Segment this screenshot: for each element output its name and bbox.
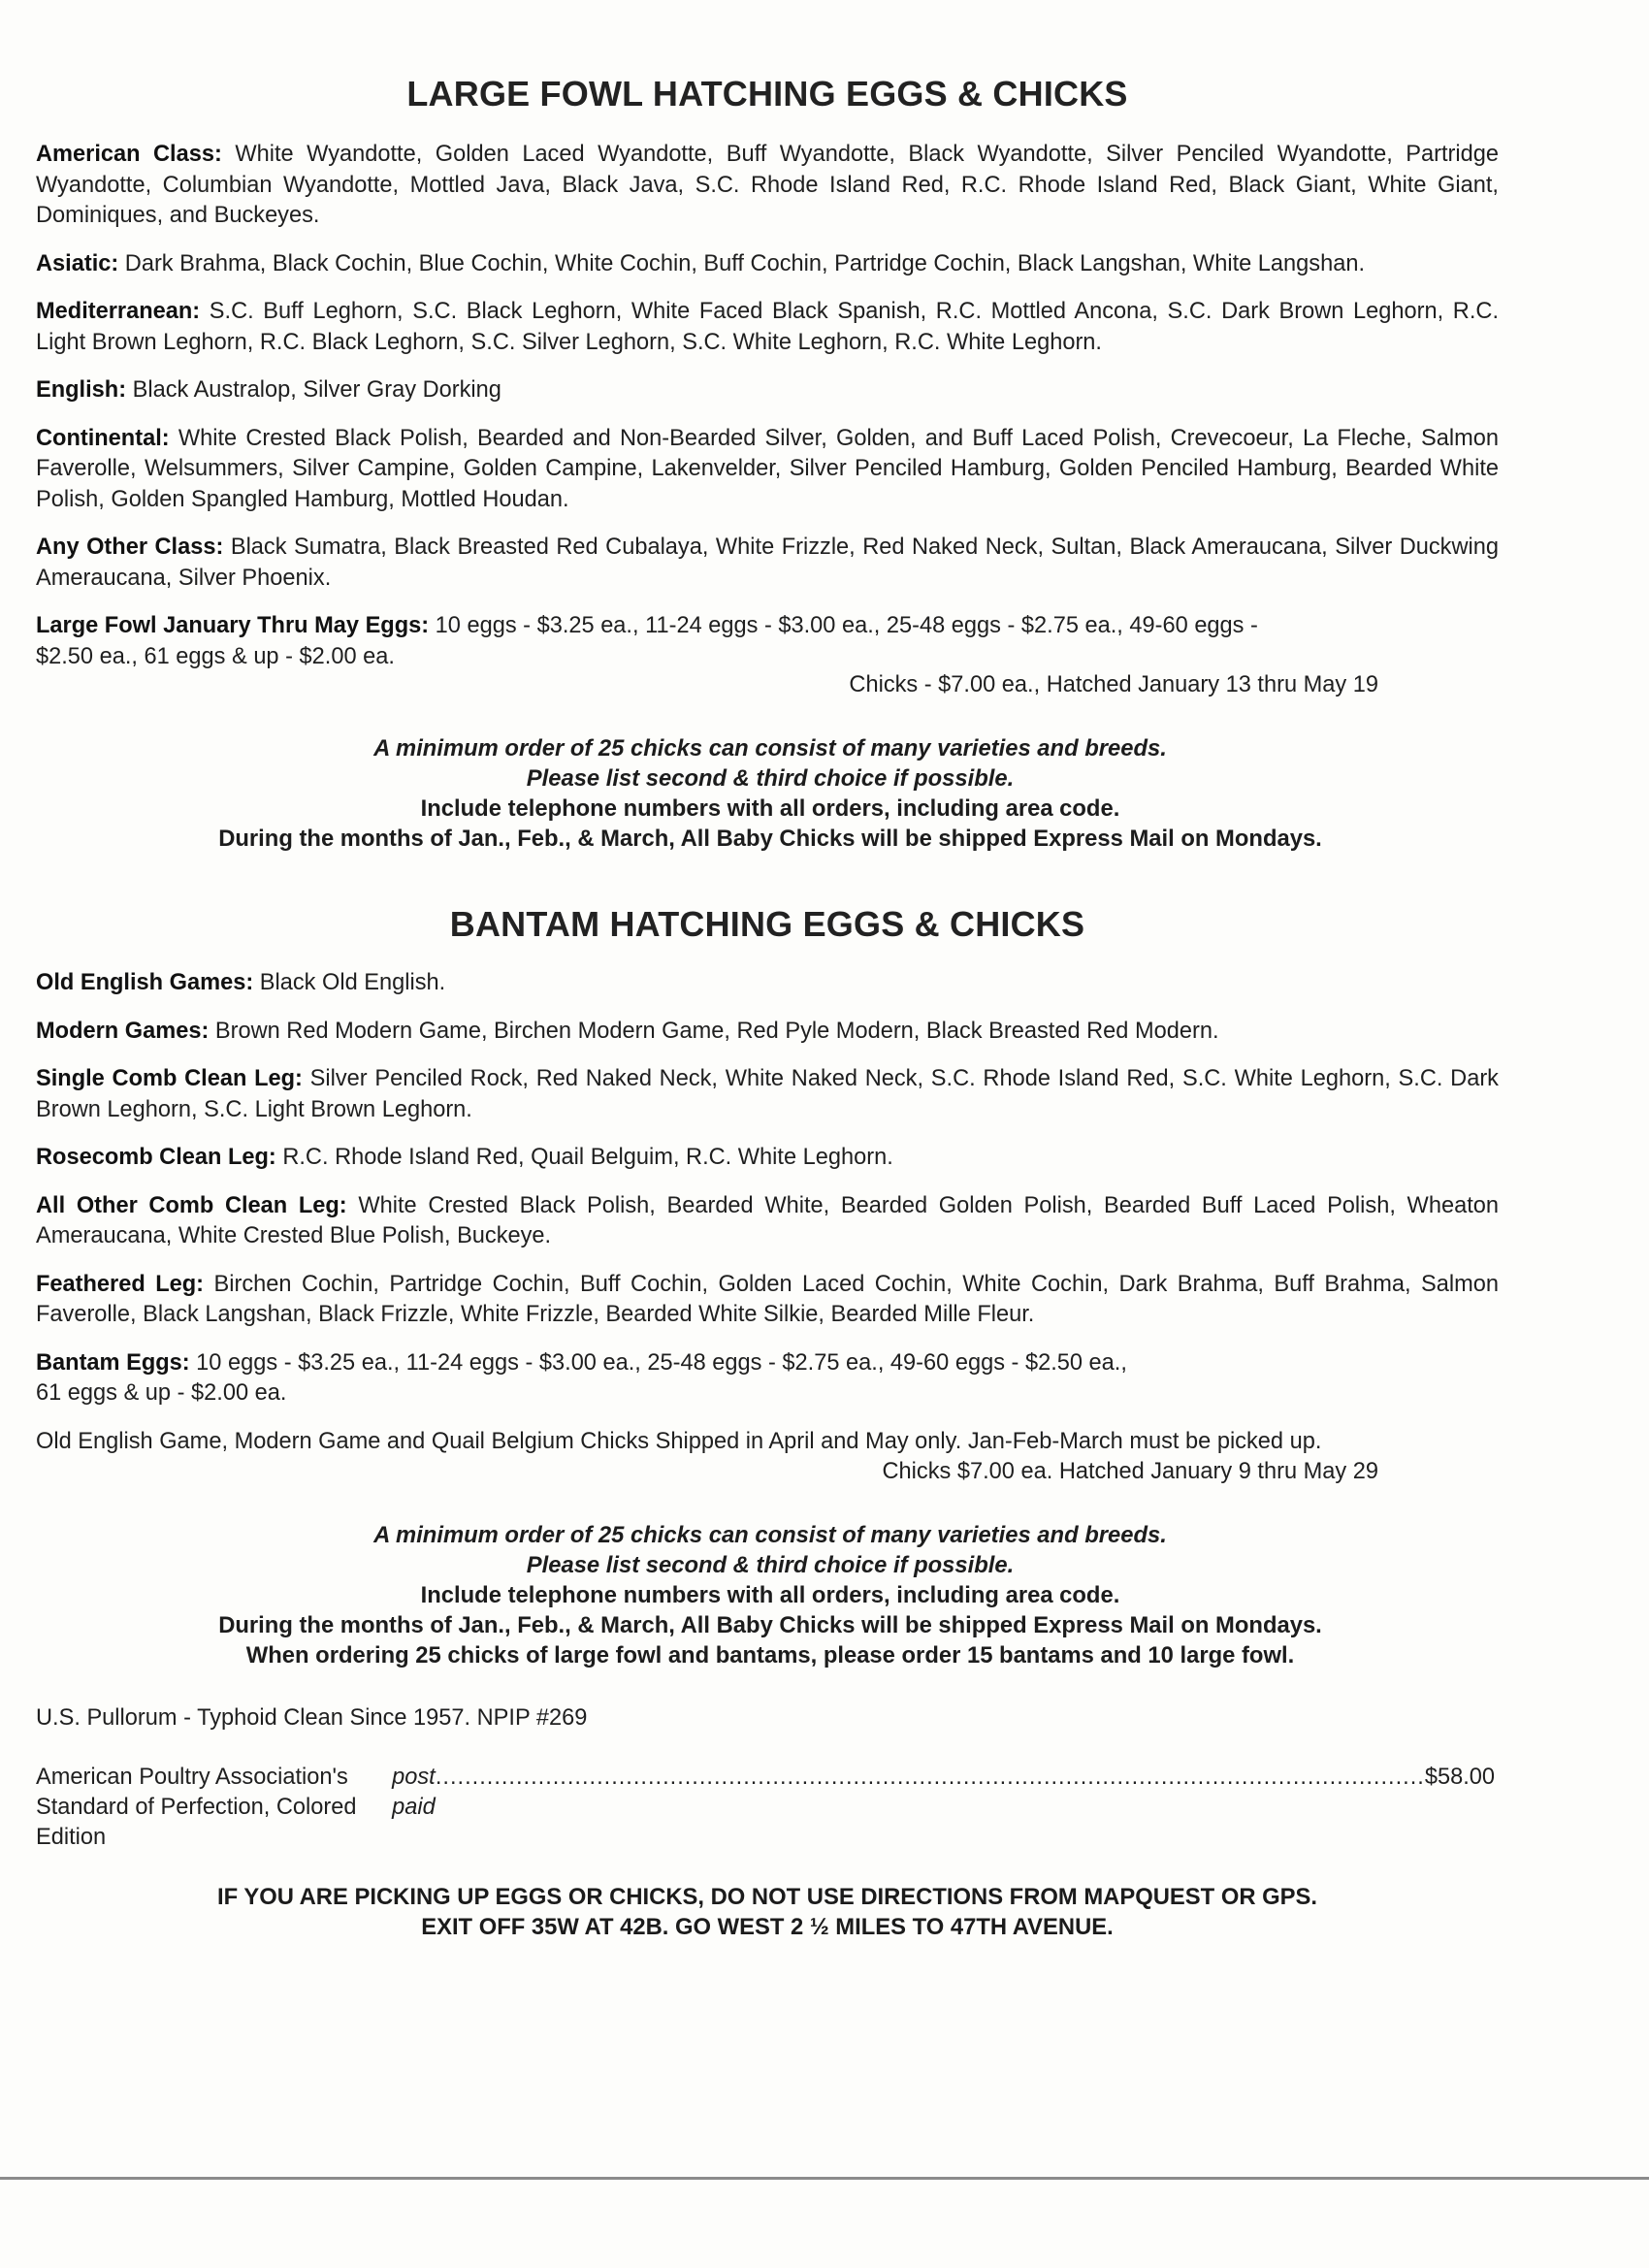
notice-line: Include telephone numbers with all orders, including area code. (420, 1581, 1120, 1608)
dot-leader: ....................................................................................................................................... (435, 1764, 1425, 1790)
class-breeds: White Wyandotte, Golden Laced Wyandotte, Buff Wyandotte, Black Wyandotte, Silver Penciled Wyandotte, Partridge Wyandotte, Columbian Wyandotte, Mottled Java, Black Java, S.C. Rhode Island Red, R.C. Rhode Island Red, Black Giant, White Giant, Dominiques, and Buckeyes. (36, 142, 1499, 228)
bantam-class-all-other (36, 1191, 1499, 1252)
class-breeds: Silver Penciled Rock, Red Naked Neck, White Naked Neck, S.C. Rhode Island Red, S.C. White Leghorn, S.C. Dark Brown Leghorn, S.C. Light Brown Leghorn. (36, 1066, 1499, 1122)
bantam-title: BANTAM HATCHING EGGS & CHICKS (449, 904, 1085, 944)
notice-line: When ordering 25 chicks of large fowl and bantams, please order 15 bantams and 10 large fowl. (245, 1641, 1295, 1669)
large-fowl-egg-prices (36, 611, 1499, 672)
class-label: Single Comb Clean Leg: (36, 1066, 303, 1091)
class-label: Old English Games: (36, 970, 254, 995)
bantam-order-notice (36, 1520, 1499, 1670)
notice-line: During the months of Jan., Feb., & March, All Baby Chicks will be shipped Express Mail on Mondays. (218, 826, 1322, 852)
class-label: Asiatic: (36, 250, 119, 276)
class-label: All Other Comb Clean Leg: (36, 1192, 347, 1218)
class-label: Any Other Class: (36, 535, 224, 560)
class-breeds: S.C. Buff Leghorn, S.C. Black Leghorn, White Faced Black Spanish, R.C. Mottled Ancona, S.C. Dark Brown Leghorn, R.C. Light Brown Leghorn, R.C. Black Leghorn, S.C. Silver Leghorn, S.C. White Leghorn, R.C. White Leghorn. (36, 299, 1499, 355)
class-label: Mediterranean: (36, 299, 201, 324)
large-class-asiatic (36, 249, 1499, 280)
notice-line: During the months of Jan., Feb., & March, All Baby Chicks will be shipped Express Mail on Mondays. (218, 1611, 1322, 1638)
large-class-american (36, 140, 1499, 232)
notice-line: Please list second & third choice if possible. (526, 765, 1015, 792)
bantam-shipping-note: Old English Game, Modern Game and Quail Belgium Chicks Shipped in April and May only. Jan-Feb-March must be picked up. (36, 1428, 1322, 1454)
pickup-route: EXIT OFF 35W AT 42B. GO WEST 2 ½ MILES TO 47TH AVENUE. (421, 1913, 1114, 1940)
large-class-any-other (36, 533, 1499, 594)
notice-line: Include telephone numbers with all orders, including area code. (420, 795, 1120, 822)
eggs-label: Bantam Eggs: (36, 1349, 190, 1376)
large-class-mediterranean (36, 297, 1499, 358)
pullorum-certification: U.S. Pullorum - Typhoid Clean Since 1957. NPIP #269 (36, 1704, 588, 1731)
eggs-prices: 10 eggs - $3.25 ea., 11-24 eggs - $3.00 ea., 25-48 eggs - $2.75 ea., 49-60 eggs - $2.50 ea., 61 eggs & up - $2.00 ea. (36, 613, 1258, 669)
bantam-class-modern (36, 1017, 1499, 1048)
bantam-class-single-comb (36, 1064, 1499, 1125)
standard-price: $58.00 (1424, 1764, 1495, 1790)
page-bottom-edge (0, 2177, 1649, 2180)
eggs-label: Large Fowl January Thru May Eggs: (36, 613, 430, 638)
class-label: Rosecomb Clean Leg: (36, 1145, 276, 1170)
pickup-warning: IF YOU ARE PICKING UP EGGS OR CHICKS, DO NOT USE DIRECTIONS FROM MAPQUEST OR GPS. (217, 1883, 1317, 1910)
notice-line: Please list second & third choice if possible. (526, 1551, 1015, 1578)
class-breeds: White Crested Black Polish, Bearded White, Bearded Golden Polish, Bearded Buff Laced Polish, Wheaton Ameraucana, White Crested Blue Polish, Buckeye. (36, 1192, 1499, 1248)
pickup-directions (36, 1882, 1499, 1942)
class-label: American Class: (36, 142, 222, 167)
class-breeds: Dark Brahma, Black Cochin, Blue Cochin, White Cochin, Buff Cochin, Partridge Cochin, Black Langshan, White Langshan. (118, 250, 1365, 276)
large-class-english (36, 375, 1499, 406)
class-label: Modern Games: (36, 1018, 210, 1044)
class-label: English: (36, 377, 127, 403)
bantam-egg-prices (36, 1348, 1499, 1409)
class-label: Feathered Leg: (36, 1271, 205, 1297)
post-paid-label: post paid (392, 1764, 436, 1820)
class-breeds: Black Australop, Silver Gray Dorking (126, 377, 501, 403)
large-fowl-title: LARGE FOWL HATCHING EGGS & CHICKS (406, 74, 1128, 113)
bantam-class-old-english (36, 968, 1499, 999)
class-breeds: Black Old English. (253, 970, 446, 995)
eggs-prices-cont: 61 eggs & up - $2.00 ea. (36, 1380, 287, 1406)
bantam-class-rosecomb (36, 1143, 1499, 1174)
large-fowl-order-notice (36, 733, 1499, 854)
class-breeds: Black Sumatra, Black Breasted Red Cubalaya, White Frizzle, Red Naked Neck, Sultan, Black Ameraucana, Silver Duckwing Ameraucana, Silver Phoenix. (36, 535, 1499, 591)
standard-of-perfection-offer (36, 1763, 1495, 1853)
notice-line: A minimum order of 25 chicks can consist of many varieties and breeds. (373, 1521, 1167, 1548)
class-breeds: R.C. Rhode Island Red, Quail Belguim, R.C. White Leghorn. (275, 1145, 893, 1170)
standard-label: American Poultry Association's Standard of Perfection, Colored Edition (36, 1764, 357, 1850)
large-class-continental (36, 424, 1499, 516)
eggs-prices: 10 eggs - $3.25 ea., 11-24 eggs - $3.00 ea., 25-48 eggs - $2.75 ea., 49-60 eggs - $2.50 ea., (189, 1349, 1127, 1376)
class-breeds: White Crested Black Polish, Bearded and Non-Bearded Silver, Golden, and Buff Laced Polish, Crevecoeur, La Fleche, Salmon Faverolle, Welsummers, Silver Campine, Golden Campine, Lakenvelder, Silver Penciled Hamburg, Golden Penciled Hamburg, Bearded White Polish, Golden Spangled Hamburg, Mottled Houdan. (36, 425, 1499, 512)
notice-line: A minimum order of 25 chicks can consist of many varieties and breeds. (373, 735, 1167, 761)
large-fowl-chick-price: Chicks - $7.00 ea., Hatched January 13 thru May 19 (849, 672, 1378, 697)
bantam-chick-price: Chicks $7.00 ea. Hatched January 9 thru May 29 (882, 1458, 1378, 1484)
catalog-page (36, 0, 1499, 1942)
class-breeds: Brown Red Modern Game, Birchen Modern Game, Red Pyle Modern, Black Breasted Red Modern. (209, 1018, 1219, 1044)
class-breeds: Birchen Cochin, Partridge Cochin, Buff Cochin, Golden Laced Cochin, White Cochin, Dark Brahma, Buff Brahma, Salmon Faverolle, Black Langshan, Black Frizzle, White Frizzle, Bearded White Silkie, Bearded Mille Fleur. (36, 1271, 1499, 1327)
bantam-class-feathered-leg (36, 1270, 1499, 1331)
class-label: Continental: (36, 425, 170, 451)
